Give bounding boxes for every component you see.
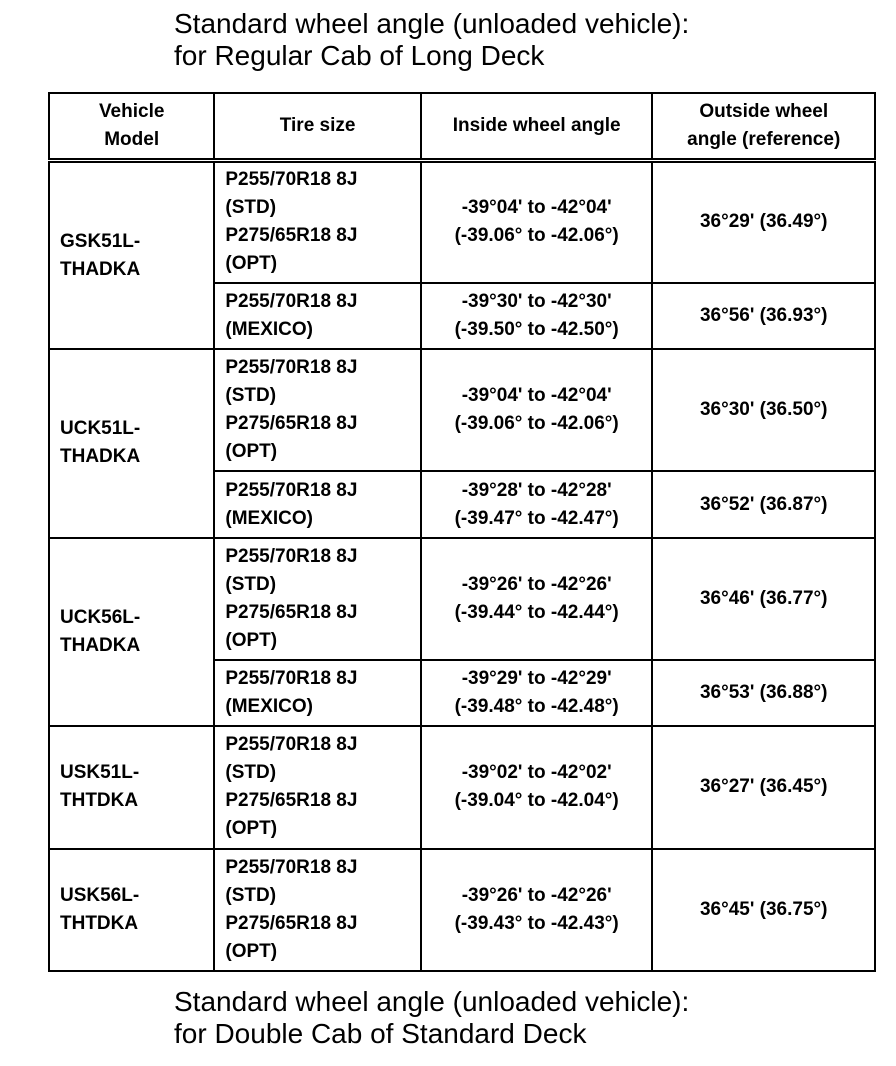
cell-line: (-39.04° to -42.04°) [454,790,619,812]
cell-line: -39°30' to -42°30' [461,290,612,312]
header-vehicle-model [49,93,214,161]
inside-angle-cell [421,849,653,971]
cell-line: P275/65R18 8J [225,790,358,812]
cell-line: Vehicle [98,101,165,122]
cell-line: THADKA [60,634,141,656]
tire-size-cell [214,283,420,349]
cell-line: Tire size [279,115,356,136]
tire-size-cell [214,726,420,848]
cell-line: 36°52' (36.87°) [699,493,828,515]
cell-line: (OPT) [225,253,278,275]
tire-size-cell [214,471,420,537]
outside-angle-cell [652,471,875,537]
cell-line: P255/70R18 8J [225,856,358,878]
wheel-angle-table [48,92,876,972]
cell-line: P255/70R18 8J [225,290,358,312]
tire-size-cell [214,849,420,971]
cell-line: (STD) [225,385,277,407]
cell-line: 36°27' (36.45°) [699,776,828,798]
inside-angle-cell [421,660,653,726]
cell-line: THTDKA [60,790,139,812]
table-row [49,726,875,848]
cell-line: -39°02' to -42°02' [461,762,612,784]
title-line: Standard wheel angle (unloaded vehicle): [174,8,690,39]
tire-size-cell [214,349,420,471]
vehicle-model-cell [49,849,214,971]
inside-angle-cell [421,538,653,660]
cell-line: P275/65R18 8J [225,225,358,247]
table-title [174,8,689,72]
cell-line: (MEXICO) [225,696,313,718]
vehicle-model-cell [49,538,214,727]
cell-line: 36°46' (36.77°) [699,587,828,609]
title-line: for Double Cab of Standard Deck [174,1018,587,1049]
cell-line: THTDKA [60,912,139,934]
cell-line: (OPT) [225,818,278,840]
cell-line: 36°56' (36.93°) [699,304,828,326]
cell-line: (-39.50° to -42.50°) [454,318,619,340]
title-line: Standard wheel angle (unloaded vehicle): [174,986,690,1017]
cell-line: 36°29' (36.49°) [699,211,828,233]
cell-line: P255/70R18 8J [225,734,358,756]
cell-line: USK51L- [60,762,140,784]
outside-angle-cell [652,538,875,660]
title-line: for Regular Cab of Long Deck [174,40,545,71]
cell-line: (STD) [225,573,277,595]
cell-line: P255/70R18 8J [225,668,358,690]
cell-line: (-39.43° to -42.43°) [454,912,619,934]
cell-line: P275/65R18 8J [225,413,358,435]
cell-line: P255/70R18 8J [225,479,358,501]
cell-line: Outside wheel [699,101,829,122]
table-row [49,349,875,471]
cell-line: (STD) [225,197,277,219]
cell-line: 36°53' (36.88°) [699,682,828,704]
cell-line: angle (reference) [687,129,841,150]
outside-angle-cell [652,726,875,848]
inside-angle-cell [421,161,653,283]
table-body [49,161,875,972]
cell-line: (-39.06° to -42.06°) [454,225,619,247]
next-table-title [174,986,689,1050]
cell-line: 36°45' (36.75°) [699,898,828,920]
header-row [49,93,875,161]
cell-line: THADKA [60,258,141,280]
cell-line: (-39.44° to -42.44°) [454,601,619,623]
cell-line: (-39.48° to -42.48°) [454,696,619,718]
cell-line: -39°29' to -42°29' [461,668,612,690]
cell-line: (STD) [225,762,277,784]
cell-line: P275/65R18 8J [225,601,358,623]
vehicle-model-cell [49,161,214,350]
tire-size-cell [214,538,420,660]
outside-angle-cell [652,349,875,471]
cell-line: (MEXICO) [225,318,313,340]
cell-line: (OPT) [225,940,278,962]
header-outside-wheel-angle [652,93,875,161]
cell-line: -39°04' to -42°04' [461,197,612,219]
cell-line: (MEXICO) [225,507,313,529]
inside-angle-cell [421,283,653,349]
table-row [49,538,875,660]
cell-line: P255/70R18 8J [225,545,358,567]
outside-angle-cell [652,660,875,726]
table-row [49,849,875,971]
cell-line: Inside wheel angle [452,115,621,136]
cell-line: -39°28' to -42°28' [461,479,612,501]
tire-size-cell [214,660,420,726]
inside-angle-cell [421,349,653,471]
vehicle-model-cell [49,726,214,848]
cell-line: (STD) [225,884,277,906]
table-header [49,93,875,161]
tire-size-cell [214,161,420,283]
header-inside-wheel-angle [421,93,653,161]
outside-angle-cell [652,161,875,283]
cell-line: (OPT) [225,441,278,463]
cell-line: -39°26' to -42°26' [461,884,612,906]
cell-line: (OPT) [225,629,278,651]
table-row [49,161,875,283]
cell-line: -39°04' to -42°04' [461,385,612,407]
cell-line: GSK51L- [60,230,141,252]
cell-line: -39°26' to -42°26' [461,573,612,595]
outside-angle-cell [652,849,875,971]
cell-line: THADKA [60,446,141,468]
cell-line: P255/70R18 8J [225,357,358,379]
cell-line: Model [104,129,160,150]
cell-line: (-39.47° to -42.47°) [454,507,619,529]
inside-angle-cell [421,726,653,848]
cell-line: USK56L- [60,884,140,906]
vehicle-model-cell [49,349,214,538]
cell-line: P275/65R18 8J [225,912,358,934]
outside-angle-cell [652,283,875,349]
header-tire-size [214,93,420,161]
cell-line: UCK51L- [60,418,141,440]
cell-line: UCK56L- [60,606,141,628]
cell-line: P255/70R18 8J [225,169,358,191]
cell-line: (-39.06° to -42.06°) [454,413,619,435]
cell-line: 36°30' (36.50°) [699,399,828,421]
inside-angle-cell [421,471,653,537]
